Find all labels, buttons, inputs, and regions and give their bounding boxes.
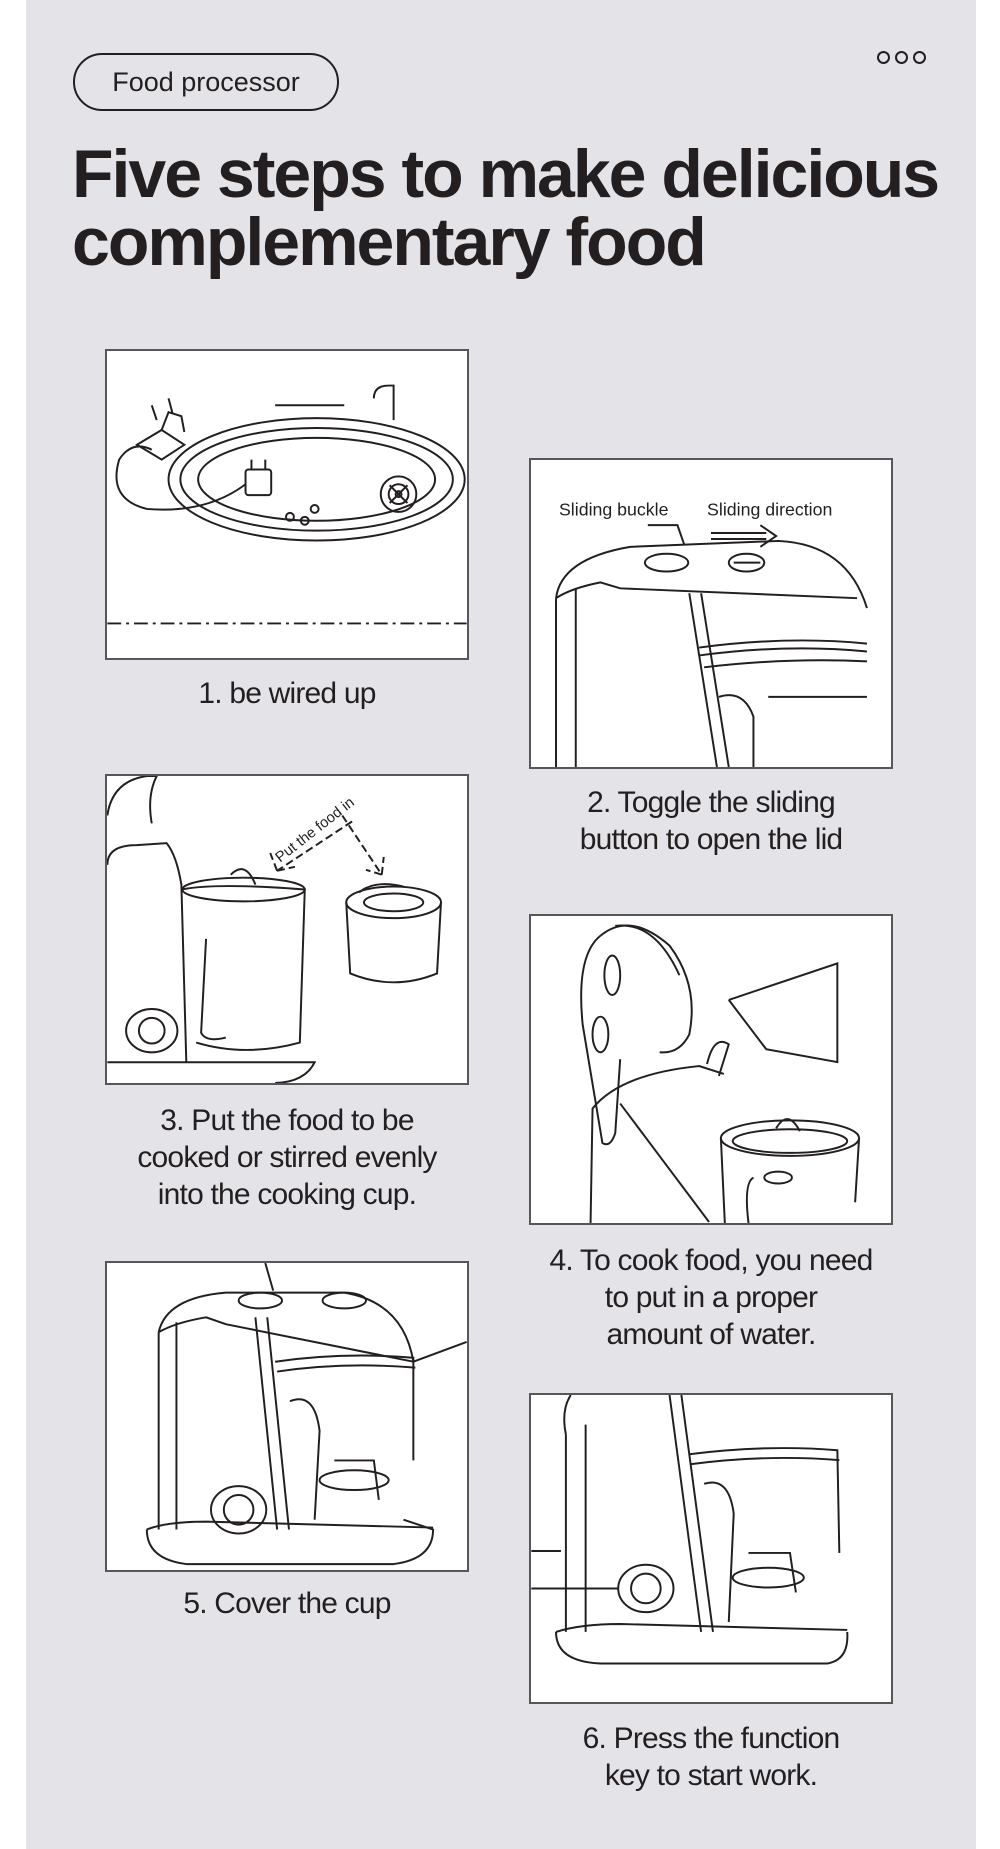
caption-line: 3. Put the food to be xyxy=(160,1104,414,1137)
step-6-illustration xyxy=(529,1393,893,1704)
step-5-illustration xyxy=(105,1261,469,1572)
page-title-line: Five steps to make delicious xyxy=(72,136,939,212)
page-title-line: complementary food xyxy=(72,204,705,280)
category-badge xyxy=(73,53,339,111)
page-gutter xyxy=(976,0,1000,1849)
step-3-caption xyxy=(67,1102,507,1213)
page-title xyxy=(72,136,972,280)
caption-line: 5. Cover the cup xyxy=(183,1587,391,1620)
caption-line: 1. be wired up xyxy=(198,677,376,710)
step-4-caption xyxy=(491,1242,931,1353)
caption-line: 4. To cook food, you need xyxy=(549,1244,873,1277)
caption-line: 6. Press the function xyxy=(582,1722,840,1755)
dot xyxy=(913,51,926,64)
more-dots-icon xyxy=(877,51,926,64)
sliding-buckle-label: Sliding buckle xyxy=(558,499,669,520)
step-1-illustration xyxy=(105,349,469,660)
category-badge-label: Food processor xyxy=(112,66,300,97)
caption-line: button to open the lid xyxy=(579,823,843,856)
caption-line: amount of water. xyxy=(606,1318,816,1351)
caption-line: 2. Toggle the sliding xyxy=(587,786,835,819)
step-2-caption xyxy=(491,784,931,858)
dot xyxy=(877,51,890,64)
step-3-illustration xyxy=(105,774,469,1085)
caption-line: into the cooking cup. xyxy=(157,1178,417,1211)
dot xyxy=(895,51,908,64)
step-6-caption xyxy=(491,1720,931,1794)
sliding-direction-label: Sliding direction xyxy=(707,499,833,520)
plug-cable-icon xyxy=(107,351,467,658)
caption-line: key to start work. xyxy=(604,1759,818,1792)
step-2-illustration xyxy=(529,458,893,769)
step-1-caption xyxy=(67,675,507,712)
step-5-caption xyxy=(67,1585,507,1622)
put-food-label: Put the food in xyxy=(272,794,358,867)
step-4-illustration xyxy=(529,914,893,1225)
caption-line: cooked or stirred evenly xyxy=(137,1141,437,1174)
caption-line: to put in a proper xyxy=(604,1281,818,1314)
